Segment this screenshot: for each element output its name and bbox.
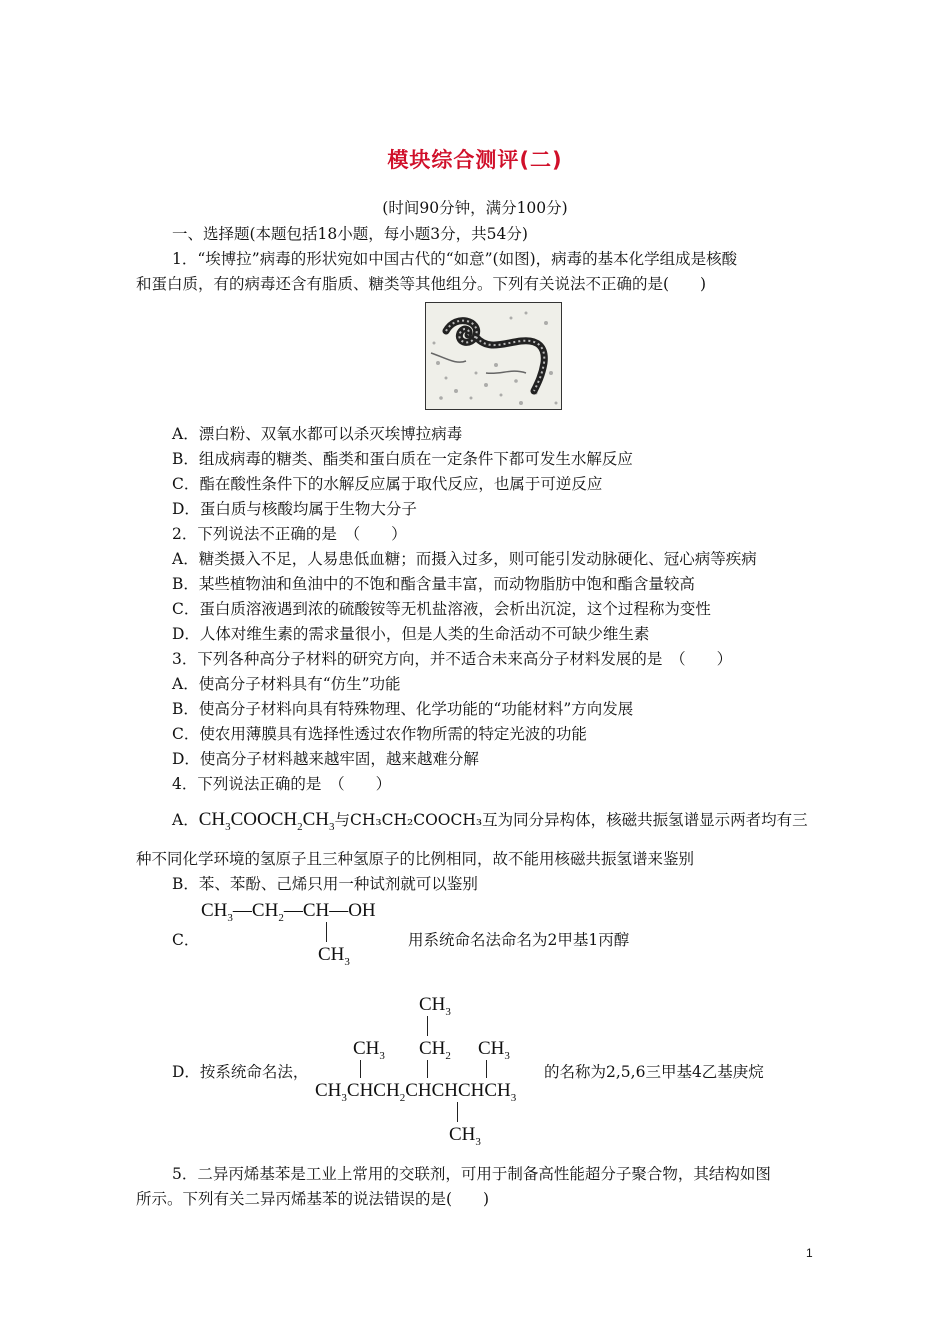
q3-stem: 3．下列各种高分子材料的研究方向，并不适合未来高分子材料发展的是 （ ）: [172, 650, 733, 668]
ebola-virus-illustration: [426, 303, 562, 410]
q2-option-c: C．蛋白质溶液遇到浓的硫酸铵等无机盐溶液，会析出沉淀，这个过程称为变性: [172, 600, 711, 618]
q4-c-bond-line: [326, 922, 327, 942]
page-number: 1: [806, 1246, 813, 1260]
section-heading: 一、选择题(本题包括18小题，每小题3分，共54分): [172, 225, 528, 243]
exam-time-info: (时间90分钟，满分100分): [382, 199, 568, 217]
q4-c-main-chain: $CH_3—CH_2—CH—OH$: [201, 900, 376, 924]
q4-c-branch: $CH_3$: [318, 944, 350, 968]
q4-d-bond-right: [486, 1060, 487, 1078]
q4-option-a: [172, 810, 808, 837]
q4-option-b: B．苯、苯酚、己烯只用一种试剂就可以鉴别: [172, 875, 478, 893]
q4-d-text: 的名称为2,5,6三甲基4乙基庚烷: [544, 1063, 764, 1081]
q4-d-bond-bottom: [457, 1102, 458, 1122]
q1-stem-line1: 1．“埃博拉”病毒的形状宛如中国古代的“如意”(如图)，病毒的基本化学组成是核酸: [172, 250, 738, 268]
q5-stem-line2: 所示。下列有关二异丙烯基苯的说法错误的是( ): [136, 1190, 490, 1208]
q4-d-bottom-ch3: $CH_3$: [449, 1124, 481, 1148]
q4-d-main-chain: $CH_3CHCH_2CHCHCHCH_3$: [315, 1080, 517, 1104]
q4-d-bond-mid: [427, 1060, 428, 1078]
q4-stem: 4．下列说法正确的是 （ ）: [172, 775, 392, 793]
q1-option-c: C．酯在酸性条件下的水解反应属于取代反应，也属于可逆反应: [172, 475, 603, 493]
q2-stem: 2．下列说法不正确的是 （ ）: [172, 525, 407, 543]
q3-option-a: A．使高分子材料具有“仿生”功能: [172, 675, 401, 693]
q4-d-branch-ch3-left: $CH_3$: [353, 1038, 385, 1062]
q4-c-text: 用系统命名法命名为2甲基1丙醇: [408, 931, 630, 949]
q2-option-b: B．某些植物油和鱼油中的不饱和酯含量丰富，而动物脂肪中饱和酯含量较高: [172, 575, 695, 593]
q1-option-a: A．漂白粉、双氧水都可以杀灭埃博拉病毒: [172, 425, 463, 443]
q2-option-a: A．糖类摄入不足，人易患低血糖；而摄入过多，则可能引发动脉硬化、冠心病等疾病: [172, 550, 757, 568]
q4-d-top-ch3: $CH_3$: [419, 994, 451, 1018]
q4-d-bond-left: [360, 1060, 361, 1078]
q3-option-d: D．使高分子材料越来越牢固，越来越难分解: [172, 750, 479, 768]
q4-a-label: A．: [172, 811, 199, 829]
q1-option-b: B．组成病毒的糖类、酯类和蛋白质在一定条件下都可发生水解反应: [172, 450, 633, 468]
q3-option-c: C．使农用薄膜具有选择性透过农作物所需的特定光波的功能: [172, 725, 587, 743]
q3-option-b: B．使高分子材料向具有特殊物理、化学功能的“功能材料”方向发展: [172, 700, 634, 718]
q1-stem-line2: 和蛋白质，有的病毒还含有脂质、糖类等其他组分。下列有关说法不正确的是( ): [136, 275, 707, 293]
q2-option-d: D．人体对维生素的需求量很小，但是人类的生命活动不可缺少维生素: [172, 625, 650, 643]
q4-d-label: D．按系统命名法，: [172, 1063, 309, 1081]
q5-stem-line1: 5．二异丙烯基苯是工业上常用的交联剂，可用于制备高性能超分子聚合物，其结构如图: [172, 1165, 771, 1183]
page-title: 模块综合测评(二): [387, 148, 563, 172]
q4-d-branch-ch2: $CH_2$: [419, 1038, 451, 1062]
q4-a-formula: $CH_3COOCH_2CH_3$: [198, 809, 335, 833]
q4-c-label: C．: [172, 931, 200, 949]
q4-d-branch-ch3-right: $CH_3$: [478, 1038, 510, 1062]
q4-d-bond-top: [427, 1016, 428, 1036]
q4-a-line2: 种不同化学环境的氢原子且三种氢原子的比例相同，故不能用核磁共振氢谱来鉴别: [136, 850, 695, 868]
ebola-virus-image: [425, 302, 562, 410]
q1-option-d: D．蛋白质与核酸均属于生物大分子: [172, 500, 417, 518]
q4-a-text: 与CH₃CH₂COOCH₃互为同分异构体，核磁共振氢谱显示两者均有三: [334, 811, 808, 829]
